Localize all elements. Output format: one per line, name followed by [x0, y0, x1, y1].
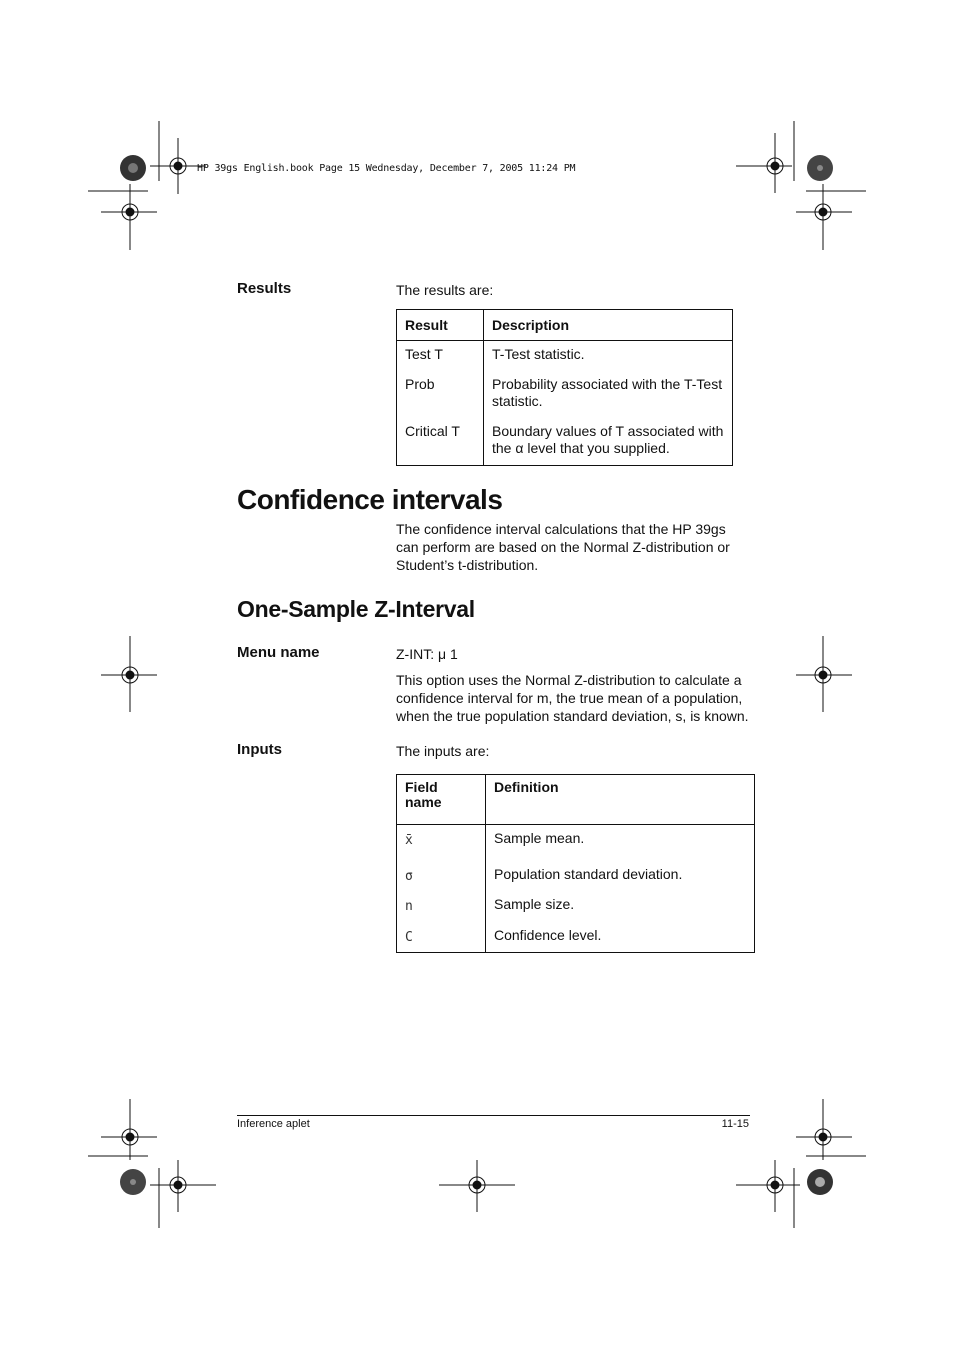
table-row — [397, 891, 755, 922]
field-definition: Population standard deviation. — [494, 866, 683, 882]
subsection-heading: One-Sample Z-Interval — [237, 596, 475, 622]
result-name: Prob — [397, 371, 484, 418]
field-name: x̄ — [397, 825, 486, 862]
section-heading: Confidence intervals — [237, 484, 503, 515]
registration-mark-icon — [796, 184, 852, 250]
result-name: Critical T — [397, 418, 484, 466]
footer-page-number: 11-15 — [721, 1118, 749, 1130]
results-table — [396, 309, 733, 466]
field-definition: Confidence level. — [494, 927, 602, 943]
result-description: Boundary values of T associated with the α level that you supplied. — [492, 423, 724, 456]
result-name: Test T — [397, 341, 484, 372]
result-description: Probability associated with the T-Test statistic. — [492, 376, 723, 409]
registration-mark-icon — [101, 636, 157, 712]
result-description: T-Test statistic. — [492, 346, 585, 362]
star-target-icon — [807, 155, 833, 181]
inputs-label: Inputs — [237, 741, 282, 758]
inputs-intro: The inputs are: — [396, 743, 490, 759]
table-header-cell: Definition — [486, 775, 755, 825]
table-row — [397, 825, 755, 862]
registration-mark-icon — [796, 636, 852, 712]
field-definition: Sample size. — [494, 896, 575, 912]
table-header-row — [397, 310, 733, 341]
star-target-icon — [120, 155, 146, 181]
registration-mark-icon — [736, 133, 792, 193]
option-description: This option uses the Normal Z-distribution to calculate a confidence interval for m, the true mean of a population, when the true population standard deviation, s, is known. — [396, 672, 749, 724]
registration-mark-icon — [736, 1160, 800, 1212]
inputs-table — [396, 774, 755, 953]
table-header-cell: Description — [484, 310, 733, 341]
field-name: C — [397, 922, 486, 953]
table-row — [397, 418, 733, 466]
print-slug: HP 39gs English.book Page 15 Wednesday, December 7, 2005 11:24 PM — [197, 163, 576, 174]
footer-chapter: Inference aplet — [237, 1118, 310, 1130]
table-header-row — [397, 775, 755, 825]
registration-mark-icon — [101, 1099, 157, 1160]
table-row — [397, 922, 755, 953]
confidence-text: The confidence interval calculations that the HP 39gs can perform are based on the Normal Z-distribution or Student’s t-distribution. — [396, 521, 730, 573]
registration-mark-icon — [101, 184, 157, 250]
star-target-icon — [120, 1169, 146, 1195]
footer-rule — [237, 1115, 750, 1116]
table-row — [397, 341, 733, 372]
field-name: σ — [397, 861, 486, 891]
field-definition: Sample mean. — [494, 830, 585, 846]
table-row — [397, 371, 733, 418]
menu-name-label: Menu name — [237, 644, 320, 661]
table-row — [397, 861, 755, 891]
registration-mark-icon — [796, 1099, 852, 1160]
table-header-cell: Result — [397, 310, 484, 341]
star-target-icon — [807, 1169, 833, 1195]
registration-mark-icon — [150, 1160, 216, 1212]
results-intro: The results are: — [396, 282, 494, 298]
menu-name-value: Z-INT: μ 1 — [396, 646, 458, 662]
results-label: Results — [237, 280, 292, 297]
field-name: n — [397, 891, 486, 922]
registration-mark-icon — [439, 1160, 515, 1212]
table-header-cell: Field name — [397, 775, 486, 825]
